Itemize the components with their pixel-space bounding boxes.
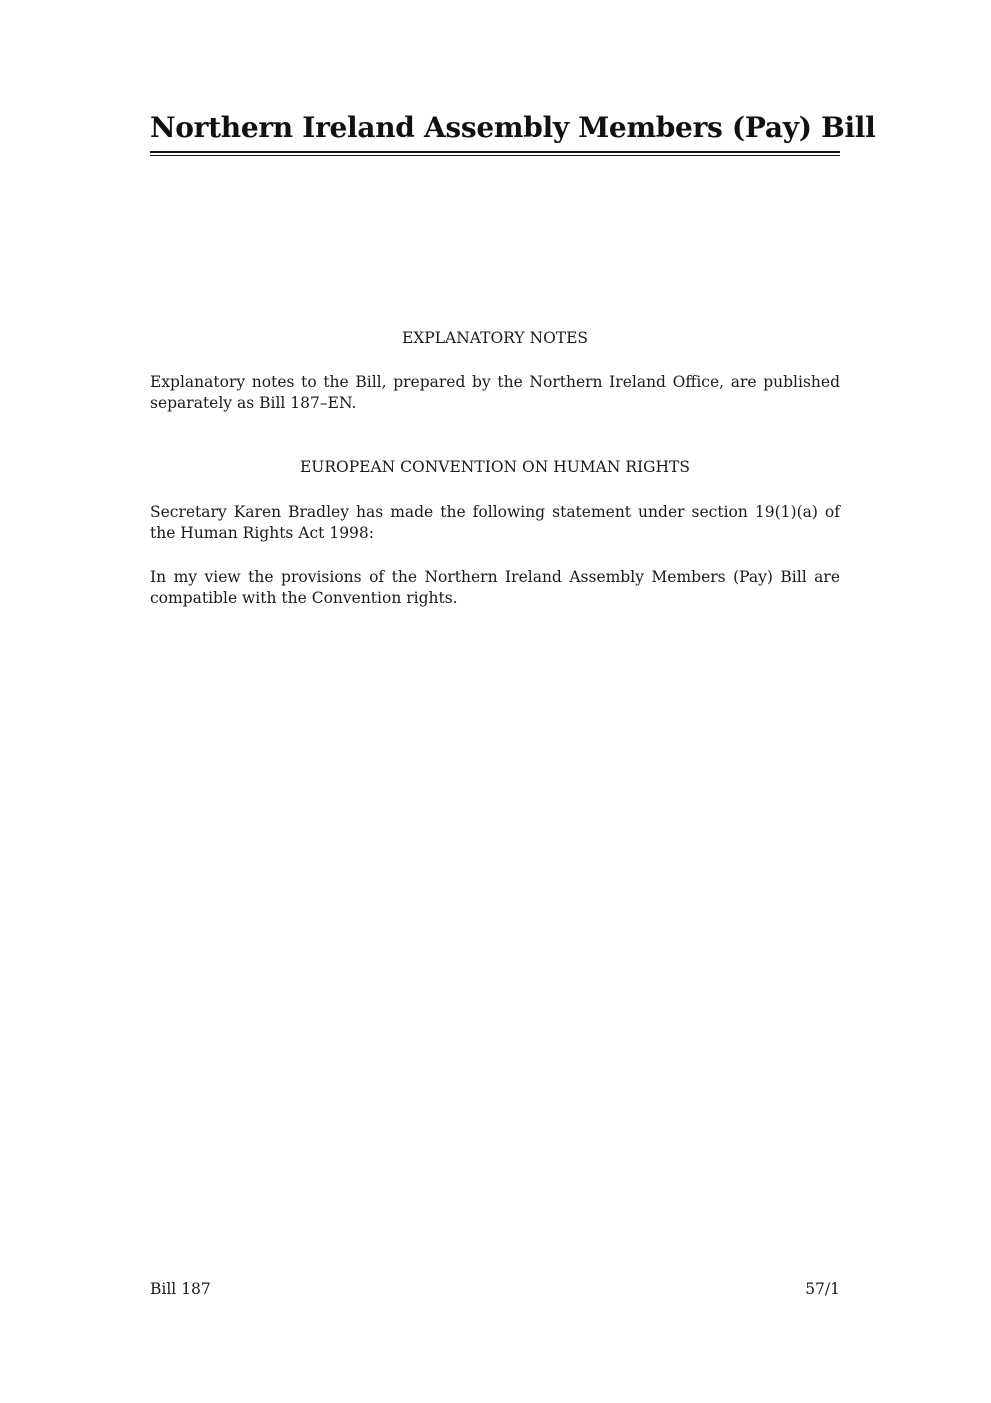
- bill-title: Northern Ireland Assembly Members (Pay) Bill: [150, 111, 876, 144]
- explanatory-notes-heading: EXPLANATORY NOTES: [401, 329, 589, 347]
- title-double-rule: [150, 151, 840, 156]
- echr-statement-paragraph: Secretary Karen Bradley has made the following statement under section 19(1)(a) of the Human Rights Act 1998:: [150, 503, 840, 542]
- echr-heading: EUROPEAN CONVENTION ON HUMAN RIGHTS: [299, 458, 691, 476]
- title-block: [150, 108, 876, 156]
- footer-page-code: 57/1: [805, 1280, 840, 1298]
- echr-compatibility-paragraph: In my view the provisions of the Northern Ireland Assembly Members (Pay) Bill are compatible with the Convention rights.: [150, 568, 840, 607]
- footer-bill-number: Bill 187: [150, 1280, 211, 1298]
- explanatory-notes-paragraph: Explanatory notes to the Bill, prepared by the Northern Ireland Office, are published separately as Bill 187–EN.: [150, 373, 840, 412]
